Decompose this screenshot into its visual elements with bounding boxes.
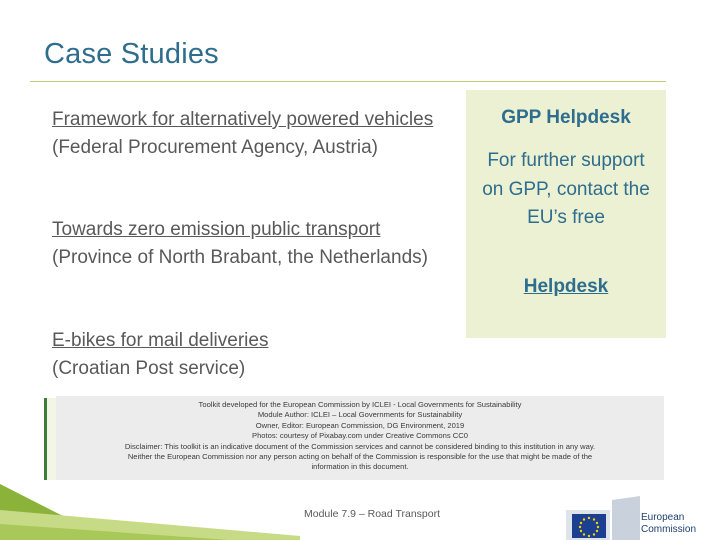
case-study-1: [52, 106, 452, 161]
case-study-3-link[interactable]: E-bikes for mail deliveries: [52, 330, 269, 351]
disclaimer-box: [56, 396, 664, 480]
case-study-3-org: (Croatian Post service): [52, 357, 246, 379]
green-wave-decoration: [0, 470, 300, 540]
gpp-helpdesk-box: [466, 90, 666, 338]
disclaimer-line: Toolkit developed for the European Commission by ICLEI - Local Governments for Sustainability: [198, 400, 522, 409]
module-footer: Module 7.9 – Road Transport: [304, 508, 440, 520]
case-study-2-org: (Province of North Brabant, the Netherlands): [52, 246, 428, 268]
case-study-1-org: (Federal Procurement Agency, Austria): [52, 136, 378, 158]
helpdesk-text: For further support on GPP, contact the EU’s free: [482, 150, 650, 228]
logo-line-1: European: [641, 512, 685, 523]
disclaimer-line: Owner, Editor: European Commission, DG Environment, 2019: [255, 420, 465, 430]
disclaimer-line: Disclaimer: This toolkit is an indicative document of the Commission services and cannot be considered binding to this institution in any way.: [124, 441, 596, 451]
case-study-2-link[interactable]: Towards zero emission public transport: [52, 219, 381, 240]
disclaimer-line: Neither the European Commission nor any person acting on behalf of the Commission is responsible for the use that might be made of the: [127, 452, 593, 462]
disclaimer-line: information in this document.: [311, 462, 409, 472]
disclaimer-accent: [44, 398, 56, 480]
slide-title: Case Studies: [44, 38, 219, 70]
title-divider: [30, 81, 666, 82]
european-commission-wordmark: [641, 512, 696, 536]
logo-line-2: Commission: [641, 524, 697, 535]
helpdesk-link[interactable]: Helpdesk: [523, 276, 609, 297]
disclaimer-line: Module Author: ICLEI – Local Governments for Sustainability: [257, 410, 463, 420]
case-study-1-link[interactable]: Framework for alternatively powered vehicles: [52, 109, 434, 130]
helpdesk-title: GPP Helpdesk: [501, 107, 631, 128]
disclaimer-line: Photos: courtesy of Pixabay.com under Creative Commons CC0: [252, 431, 468, 441]
case-study-2: [52, 216, 452, 271]
case-study-3: [52, 327, 452, 382]
